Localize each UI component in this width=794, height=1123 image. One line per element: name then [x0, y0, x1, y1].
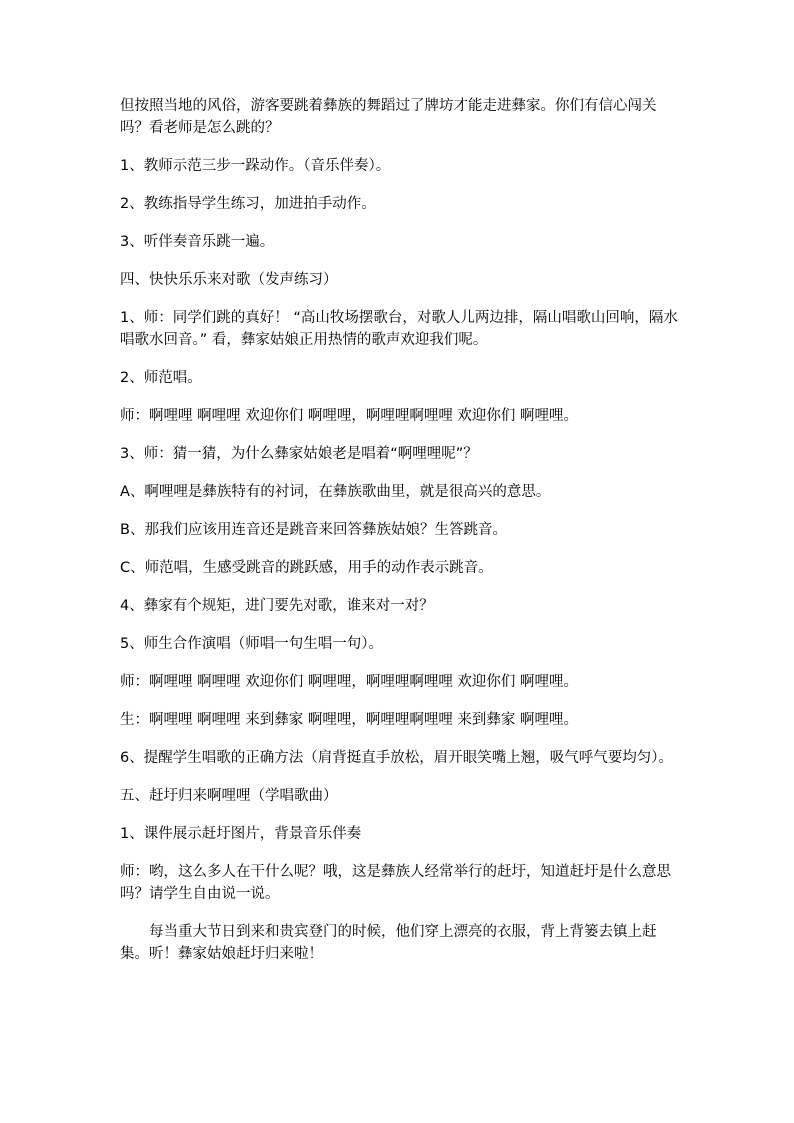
section-heading-5: 五、赶圩归来啊哩哩（学唱歌曲）	[120, 788, 338, 804]
paragraph-4-3: 3、师：猜一猜，为什么彝家姑娘老是唱着“啊哩哩呢”？	[120, 446, 478, 462]
paragraph-4-3-b: B、那我们应该用连音还是跳音来回答彝族姑娘？生答跳音。	[120, 522, 507, 538]
paragraph-4-3-a: A、啊哩哩是彝族特有的衬词，在彝族歌曲里，就是很高兴的意思。	[120, 484, 551, 500]
paragraph-teacher-sing-1: 师：啊哩哩 啊哩哩 欢迎你们 啊哩哩，啊哩哩啊哩哩 欢迎你们 啊哩哩。	[120, 408, 579, 424]
paragraph-4-6: 6、提醒学生唱歌的正确方法（肩背挺直手放松，眉开眼笑嘴上翘，吸气呼气要均匀）。	[120, 750, 673, 766]
paragraph-step-1: 1、教师示范三步一跺动作。（音乐伴奏）。	[120, 158, 391, 174]
paragraph-step-3: 3、听伴奏音乐跳一遍。	[120, 234, 275, 250]
paragraph-student-sing: 生：啊哩哩 啊哩哩 来到彝家 啊哩哩，啊哩哩啊哩哩 来到彝家 啊哩哩。	[120, 712, 579, 728]
paragraph-festival: 每当重大节日到来和贵宾登门的时候，他们穿上漂亮的衣服，背上背篓去镇上赶集。听！彝家姑娘赶圩归来啦！	[120, 924, 657, 962]
paragraph-4-3-c: C、师范唱，生感受跳音的跳跃感，用手的动作表示跳音。	[120, 560, 493, 576]
paragraph-5-1: 1、课件展示赶圩图片，背景音乐伴奏	[120, 826, 362, 842]
paragraph-4-4: 4、彝家有个规矩，进门要先对歌，谁来对一对？	[120, 598, 434, 614]
document-page	[120, 95, 680, 981]
paragraph-teacher-sing-2: 师：啊哩哩 啊哩哩 欢迎你们 啊哩哩，啊哩哩啊哩哩 欢迎你们 啊哩哩。	[120, 674, 579, 690]
paragraph-step-2: 2、教练指导学生练习，加进拍手动作。	[120, 196, 376, 212]
section-heading-4: 四、快快乐乐来对歌（发声练习）	[120, 272, 338, 288]
paragraph-4-1: 1、师：同学们跳的真好！ “高山牧场摆歌台，对歌人儿两边排，隔山唱歌山回响，隔水唱歌水回音。” 看，彝家姑娘正用热情的歌声欢迎我们呢。	[120, 310, 678, 348]
paragraph-4-2: 2、师范唱。	[120, 370, 202, 386]
paragraph-4-5: 5、师生合作演唱（师唱一句生唱一句）。	[120, 636, 383, 652]
paragraph-intro: 但按照当地的风俗，游客要跳着彝族的舞蹈过了牌坊才能走进彝家。你们有信心闯关吗？看老师是怎么跳的？	[120, 98, 657, 136]
paragraph-teacher-question: 师：哟，这么多人在干什么呢？哦，这是彝族人经常举行的赶圩，知道赶圩是什么意思吗？请学生自由说一说。	[120, 864, 671, 902]
